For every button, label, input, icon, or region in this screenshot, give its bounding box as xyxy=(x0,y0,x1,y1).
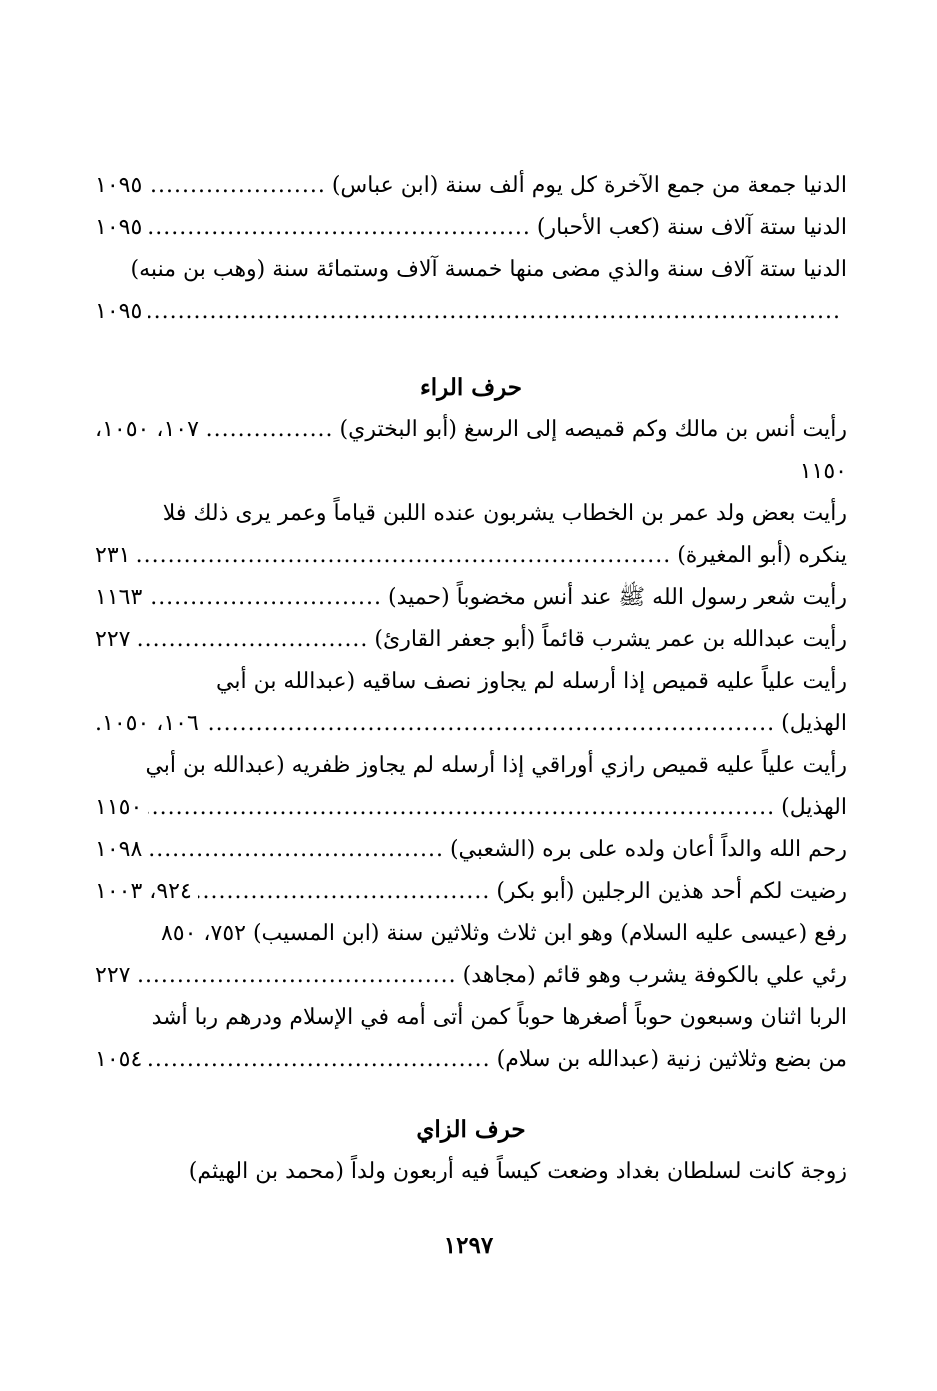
leader-dots xyxy=(148,577,382,619)
entry-text: رضيت لكم أحد هذين الرجلين (أبو بكر) xyxy=(496,879,847,904)
leader-dots xyxy=(205,409,334,451)
index-entry xyxy=(95,829,847,871)
page-number: ١٢٩٧ xyxy=(443,1232,494,1259)
section-zay-entries xyxy=(95,1151,847,1193)
index-page xyxy=(95,165,847,1193)
entry-line xyxy=(95,249,847,291)
entry-text: ينكره (أبو المغيرة) xyxy=(677,543,847,568)
entry-line xyxy=(95,661,847,703)
page-reference: ١٠٧، ١٠٥٠، xyxy=(95,417,199,442)
page-reference: ١٠٥٤ xyxy=(95,1047,143,1072)
page-reference: ٢٣١ xyxy=(95,543,131,568)
index-entry xyxy=(95,661,847,745)
index-entry xyxy=(95,165,847,207)
entry-text: الدنيا ستة آلاف سنة والذي مضى منها خمسة آلاف وستمائة سنة (وهب بن منبه) xyxy=(130,257,847,282)
leader-dots xyxy=(148,165,326,207)
entry-line xyxy=(95,165,847,207)
leader-dots xyxy=(148,787,775,829)
leader-dots xyxy=(136,955,456,997)
entry-text: رئي علي بالكوفة يشرب وهو قائم (مجاهد) xyxy=(462,963,847,988)
index-entry xyxy=(95,997,847,1081)
entry-text: رأيت بعض ولد عمر بن الخطاب يشربون عنده اللبن قياماً وعمر يرى ذلك فلا xyxy=(162,501,847,526)
page-reference: ١٠٩٨ xyxy=(95,837,143,862)
entry-line xyxy=(95,913,847,955)
index-entry xyxy=(95,207,847,249)
leader-dots xyxy=(148,207,531,249)
entry-line xyxy=(95,409,847,451)
entry-text: من بضع وثلاثين زنية (عبدالله بن سلام) xyxy=(496,1047,847,1072)
entry-text: رفع (عيسى عليه السلام) وهو ابن ثلاث وثلاثين سنة (ابن المسيب) ٧٥٢، ٨٥٠ xyxy=(160,921,847,946)
entry-text: الهذيل) xyxy=(781,795,847,820)
entry-text: رأيت أنس بن مالك وكم قميصه إلى الرسغ (أبو البختري) xyxy=(339,417,847,442)
page-reference: ١٠٩٥ xyxy=(95,215,143,240)
entry-line xyxy=(95,207,847,249)
top-entries xyxy=(95,165,847,333)
page-reference: ٢٢٧ xyxy=(95,963,131,988)
page-reference: ٢٢٧ xyxy=(95,627,131,652)
leader-dots xyxy=(205,703,775,745)
leader-dots xyxy=(136,535,671,577)
index-entry xyxy=(95,249,847,333)
leader-dots xyxy=(148,829,444,871)
entry-text: الهذيل) xyxy=(781,711,847,736)
index-entry xyxy=(95,619,847,661)
entry-line xyxy=(95,619,847,661)
entry-text: الدنيا جمعة من جمع الآخرة كل يوم ألف سنة (ابن عباس) xyxy=(331,173,847,198)
entry-line xyxy=(95,493,847,535)
page-reference: ١٠٩٥ xyxy=(95,299,143,324)
section-heading-ra: حرف الراء xyxy=(419,374,523,401)
leader-dots xyxy=(198,871,491,913)
page-reference: ١٠٩٥ xyxy=(95,173,143,198)
index-entry xyxy=(95,1151,847,1193)
index-entry xyxy=(95,871,847,913)
entry-text: الدنيا ستة آلاف سنة (كعب الأحبار) xyxy=(536,215,847,240)
leader-dots xyxy=(148,1039,490,1081)
entry-line xyxy=(95,997,847,1039)
index-entry xyxy=(95,913,847,955)
entry-line xyxy=(95,1151,847,1193)
entry-line xyxy=(95,703,847,745)
entry-text: رأيت علياً عليه قميص إذا أرسله لم يجاوز نصف ساقيه (عبدالله بن أبي xyxy=(216,669,847,694)
entry-text: رأيت علياً عليه قميص رازي أوراقي إذا أرسله لم يجاوز ظفريه (عبدالله بن أبي xyxy=(145,753,847,778)
leader-dots xyxy=(148,291,841,333)
index-entry xyxy=(95,955,847,997)
entry-line xyxy=(95,955,847,997)
entry-line xyxy=(95,1039,847,1081)
entry-line xyxy=(95,745,847,787)
entry-line xyxy=(95,787,847,829)
section-ra-entries xyxy=(95,409,847,1081)
page-reference: ١١٦٣ xyxy=(95,585,143,610)
entry-line xyxy=(95,829,847,871)
entry-line xyxy=(95,451,847,493)
page-reference: ٩٢٤، ١٠٠٣ xyxy=(95,879,192,904)
entry-text: الربا اثنان وسبعون حوباً أصغرها حوباً كمن أتى أمه في الإسلام ودرهم ربا أشد xyxy=(151,1005,847,1030)
entry-text: ١١٥٠ xyxy=(799,459,847,484)
page-reference: ١١٥٠ xyxy=(95,795,143,820)
entry-line xyxy=(95,535,847,577)
index-entry xyxy=(95,493,847,577)
entry-line xyxy=(95,291,847,333)
entry-text: زوجة كانت لسلطان بغداد وضعت كيساً فيه أربعون ولداً (محمد بن الهيثم) xyxy=(188,1159,847,1184)
entry-text: رحم الله والداً أعان ولده على بره (الشعبي) xyxy=(449,837,847,862)
index-entry xyxy=(95,745,847,829)
entry-line xyxy=(95,871,847,913)
entry-text: رأيت شعر رسول الله ﷺ عند أنس مخضوباً (حميد) xyxy=(388,585,847,610)
leader-dots xyxy=(136,619,368,661)
section-heading-zay: حرف الزاي xyxy=(416,1116,526,1143)
entry-line xyxy=(95,577,847,619)
entry-text: رأيت عبدالله بن عمر يشرب قائماً (أبو جعفر القارئ) xyxy=(374,627,847,652)
page-reference: ١٠٦، ١٠٥٠. xyxy=(95,711,199,736)
index-entry xyxy=(95,409,847,493)
index-entry xyxy=(95,577,847,619)
